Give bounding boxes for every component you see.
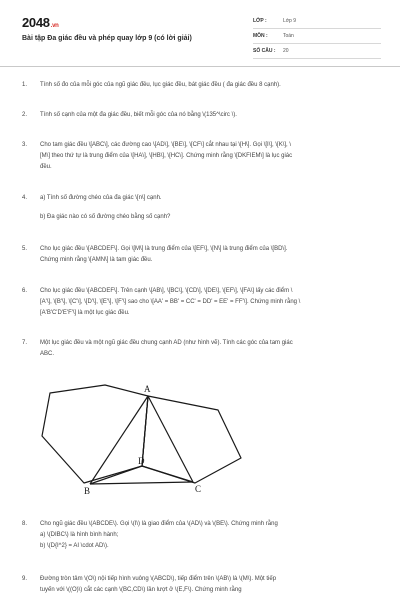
question-1: 1. Tính số đo của mỗi góc của ngũ giác đều, lục giác đều, bát giác đều ( đa giác đều 8 cạnh). xyxy=(22,82,281,88)
meta-info xyxy=(253,14,381,59)
label-c: C xyxy=(195,484,202,494)
question-6: 6. Cho lục giác đều \[ABCDEF\]. Trên cạnh \[AB\], \[BC\], \[CD\], \[DE\], \[EF\], \[FA\] lấy các điểm \ [A'\], \[B'\], \[C'\], \[D'\], \[E'\], \[F'\] sao cho \[AA' = BB' = CC' = DD' = EE' = FF'\]. Chứng minh rằng \ [A'B'C'D'E'F'\] là một lục giác đều. xyxy=(22,288,301,316)
site-logo[interactable]: 2048.vn xyxy=(22,15,59,30)
question-4: 4. a) Tính số đường chéo của đa giác \[n\] cạnh. b) Đa giác nào có số đường chéo bằng số cạnh? xyxy=(22,195,171,220)
segment-bc xyxy=(90,482,193,484)
label-a: A xyxy=(144,384,151,394)
segment-ac xyxy=(148,396,193,482)
meta-row-subject: MÔN : Toán xyxy=(253,29,381,44)
header xyxy=(0,0,400,64)
meta-row-class: LỚP : Lớp 9 xyxy=(253,14,381,29)
question-2: 2. Tính số cạnh của một đa giác đều, biết mỗi góc của nó bằng \(135^\circ \). xyxy=(22,112,237,118)
label-b: B xyxy=(84,486,91,495)
segment-ab xyxy=(90,396,148,484)
question-3: 3. Cho tam giác đều \[ABC\], các đường cao \[AD\], \[BE\], \[CF\] cắt nhau tại \[H\]. Gọi \[I\], \[K\], \ [M\] theo thứ tự là trung điểm của \[HA\], \[HB\], \[HC\]. Chứng minh rằng \[DKFIEM\] là lục giác đều. xyxy=(22,142,293,170)
question-8: 8. Cho ngũ giác đều \(ABCDE\). Gọi \(I\) là giao điểm của \(AD\) và \(BE\). Chứng minh rằng a) \(DIBC\) là hình bình hành; b) \(D{I^2} = AI \cdot AD\). xyxy=(22,521,278,549)
question-7: 7. Một lục giác đều và một ngũ giác đều chung cạnh AD (như hình vẽ). Tính các góc của tam giác ABC. xyxy=(22,340,293,357)
question-9: 9. Đường tròn tâm \(O\) nội tiếp hình vuông \(ABCD\), tiếp điểm trên \(AB\) là \(M\). Một tiếp tuyến với \((O)\) cắt các cạnh \(BC,CD\) lần lượt ở \(E,F\). Chứng minh rằng xyxy=(22,576,277,593)
document-title: Bài tập Đa giác đều và phép quay lớp 9 (có lời giải) xyxy=(22,35,192,42)
hexagon-shape xyxy=(42,385,148,483)
pentagon-shape xyxy=(142,396,241,483)
meta-row-count: SỐ CÂU : 20 xyxy=(253,44,381,59)
question-5: 5. Cho lục giác đều \[ABCDEF\]. Gọi \[M\] là trung điểm của \[EF\], \[N\] là trung điểm của \[BD\]. Chứng minh rằng \[AMN\] là tam giác đều. xyxy=(22,246,288,263)
header-divider xyxy=(0,66,400,67)
hexagon-pentagon-figure xyxy=(40,380,280,495)
segment-bd xyxy=(90,466,142,484)
label-d: D xyxy=(138,456,145,466)
